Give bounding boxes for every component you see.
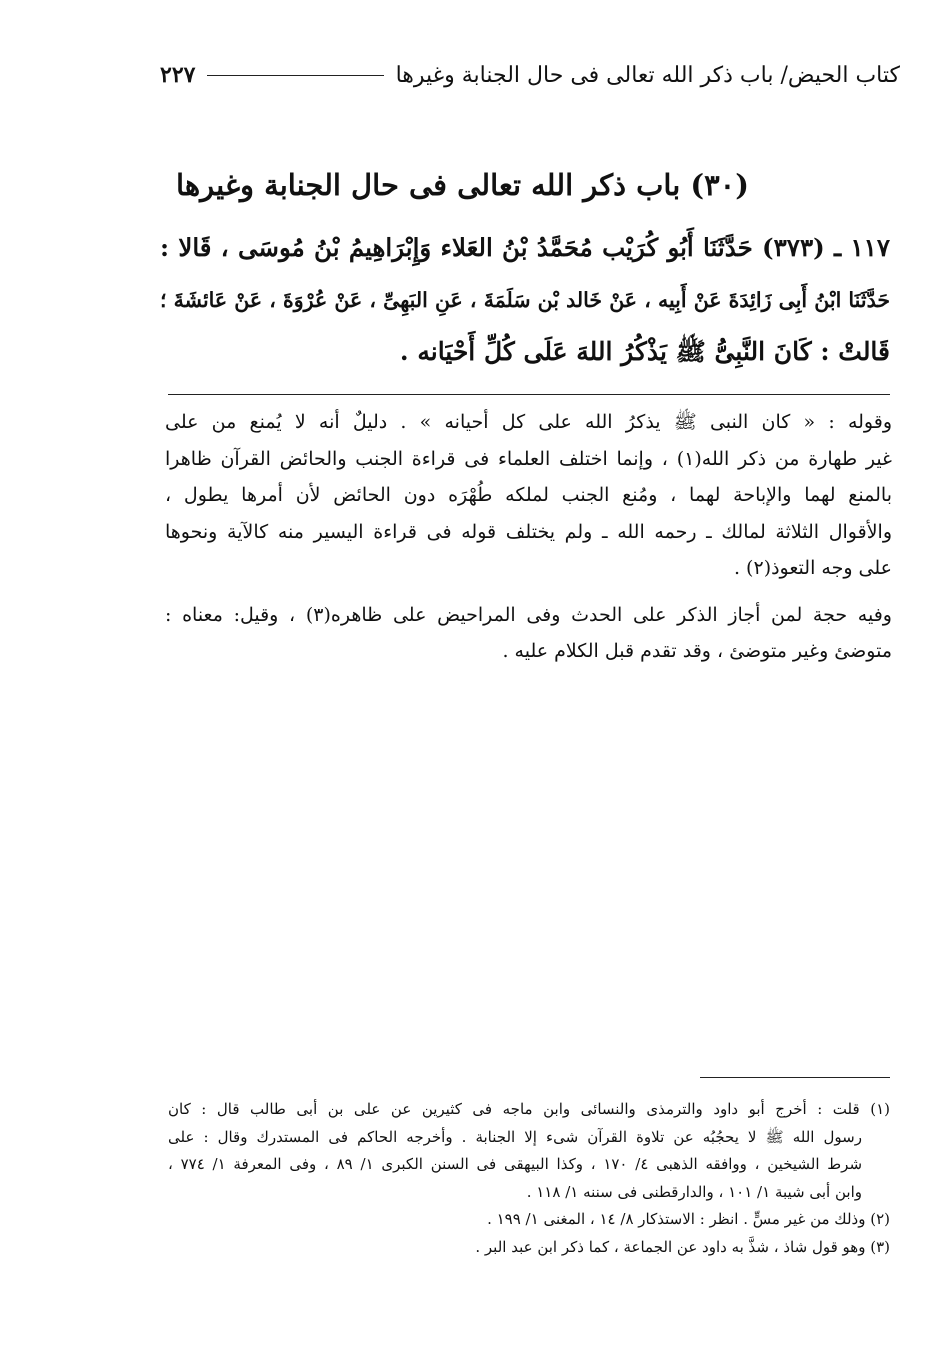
hadith-line: حَدَّثَنَا ابْنُ أَبِى زَائِدَةَ عَنْ أَبِيه ، عَنْ خَالد بْن سَلَمَةَ ، عَنِ البَهِىِّ ، عَنْ عُرْوَةَ ، عَنْ عَائشَةَ ؛ — [160, 288, 890, 312]
footnote-1 — [168, 1096, 890, 1206]
footnote-3 — [168, 1234, 890, 1262]
footnote-line: (٣) وهو قول شاذ ، شذَّ به داود عن الجماعة ، كما ذكر ابن عبد البر . — [475, 1237, 890, 1256]
hadith-line: ١١٧ ـ (٣٧٣) حَدَّثَنَا أَبُو كُرَيْب مُحَمَّدُ بْنُ العَلاء وَإِبْرَاهِيمُ بْنُ مُوسَى ، قَالا : — [160, 233, 890, 262]
page-number: ٢٢٧ — [160, 62, 196, 88]
commentary-line: بالمنع لهما والإباحة لهما ، ومُنع الجنب لملكه طُهْرَه دون الحائض لأن أمرها يطول ، — [165, 484, 892, 506]
footnote-line: رسول الله ﷺ لا يحجُبُه عن تلاوة القرآن شىء إلا الجنابة . وأخرجه الحاكم فى المستدرك وقال : على — [168, 1127, 862, 1146]
footnote-line: (٢) وذلك من غير مسٍّ . انظر : الاستذكار ٨/ ١٤ ، المغنى ١/ ١٩٩ . — [487, 1210, 890, 1228]
footnote-divider — [700, 1077, 890, 1078]
footnote-line: شرط الشيخين ، ووافقه الذهبى ٤/ ١٧٠ ، وكذا البيهقى فى السنن الكبرى ١/ ٨٩ ، وفى المعرفة ١/ ٧٧٤ ، — [168, 1155, 863, 1173]
footnote-2 — [168, 1206, 890, 1234]
running-header — [160, 58, 900, 92]
footnotes — [168, 1096, 890, 1261]
running-title: كتاب الحيض/ باب ذكر الله تعالى فى حال الجنابة وغيرها — [395, 62, 900, 88]
footnote-line: (١) قلت : أخرج أبو داود والترمذى والنسائى وابن ماجه فى كثيرين عن على بن أبى طالب قال : كان — [168, 1100, 890, 1118]
commentary-line: على وجه التعوذ(٢) . — [733, 557, 892, 579]
commentary-line: غير طهارة من ذكر الله(١) ، وإنما اختلف العلماء فى قراءة الجنب والحائض القرآن ظاهرا — [165, 447, 892, 470]
commentary-line: وفيه حجة لمن أجاز الذكر على الحدث وفى المراحيض على ظاهره(٣) ، وقيل: معناه : — [165, 603, 892, 626]
hadith-line: قَالتْ : كَانَ النَّبِىُّ ﷺ يَذْكُرُ اللهَ عَلَى كُلِّ أَحْيَانه . — [399, 337, 890, 366]
hadith-text — [160, 222, 890, 378]
chapter-title: (٣٠) باب ذكر الله تعالى فى حال الجنابة وغيرها — [176, 168, 749, 202]
commentary-paragraph — [165, 404, 892, 587]
commentary-line: متوضئ وغير متوضئ ، وقد تقدم قبل الكلام عليه . — [502, 640, 892, 662]
commentary-line: وقوله : « كان النبى ﷺ يذكرُ الله على كل أحيانه » . دليلٌ أنه لا يُمنع من على — [165, 411, 892, 433]
commentary-line: والأقوال الثلاثة لمالك ـ رحمه الله ـ ولم يختلف قوله فى قراءة اليسير منه كالآية ونحوها — [165, 520, 892, 543]
header-rule — [207, 75, 383, 76]
footnote-line: وابن أبى شيبة ١/ ١٠١ ، والدارقطنى فى سننه ١/ ١١٨ . — [526, 1182, 862, 1201]
commentary — [165, 404, 892, 680]
commentary-paragraph — [165, 597, 892, 670]
section-divider — [168, 394, 890, 395]
